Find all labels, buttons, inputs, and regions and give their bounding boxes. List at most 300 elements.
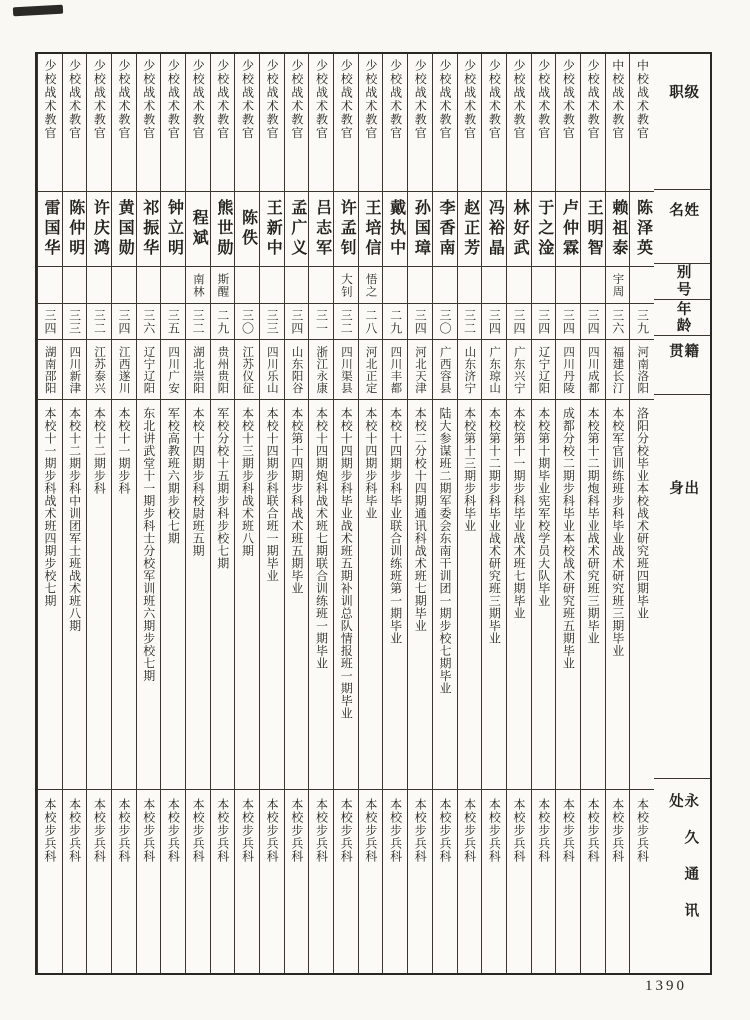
age-cell xyxy=(606,304,630,340)
name-cell xyxy=(532,192,556,267)
origin-cell xyxy=(235,400,259,790)
person-column xyxy=(481,54,506,973)
origin-cell xyxy=(359,400,383,790)
rank-cell xyxy=(161,54,185,192)
origin-text: 本校第十二期步科毕业战术研究班三期毕业 xyxy=(487,407,502,645)
alias-cell xyxy=(630,267,654,304)
age-text: 三一 xyxy=(314,308,329,335)
alias-text: 大钊 xyxy=(339,272,352,298)
rank-cell xyxy=(38,54,62,192)
rank-text: 少校战术教官 xyxy=(67,59,82,140)
age-text: 三四 xyxy=(289,308,304,335)
rank-cell xyxy=(260,54,284,192)
rank-cell xyxy=(383,54,407,192)
name-cell xyxy=(458,192,482,267)
alias-cell xyxy=(507,267,531,304)
native-cell xyxy=(507,340,531,400)
native-text: 湖南邵阳 xyxy=(43,345,56,394)
native-text: 河北天津 xyxy=(414,345,426,394)
name-cell xyxy=(260,192,284,267)
name-text: 于之淦 xyxy=(535,199,553,259)
age-text: 三二 xyxy=(92,308,107,335)
age-text: 三四 xyxy=(42,308,57,335)
address-cell xyxy=(334,790,358,973)
column-header-address xyxy=(654,779,710,973)
address-cell xyxy=(630,790,654,973)
name-text: 赖祖泰 xyxy=(609,199,627,259)
name-cell xyxy=(309,192,333,267)
age-cell xyxy=(235,304,259,340)
age-cell xyxy=(137,304,161,340)
person-column xyxy=(62,54,87,973)
name-cell xyxy=(112,192,136,267)
alias-cell xyxy=(532,267,556,304)
origin-text: 本校十四期步科联合班一期毕业 xyxy=(265,407,280,582)
origin-text: 本校十四期炮科战术班七期联合训练班一期毕业 xyxy=(314,407,329,670)
age-text: 三四 xyxy=(512,308,527,335)
native-text: 山东济宁 xyxy=(463,345,476,394)
person-column xyxy=(531,54,556,973)
origin-text: 本校第十期毕业宪军校学员大队毕业 xyxy=(536,407,551,607)
address-text: 本校步兵科 xyxy=(92,798,107,863)
name-text: 祁振华 xyxy=(140,199,158,259)
native-cell xyxy=(408,340,432,400)
origin-text: 本校十四期步科毕业联合训练班第一期毕业 xyxy=(388,407,403,645)
address-text: 本校步兵科 xyxy=(117,798,132,863)
rank-cell xyxy=(359,54,383,192)
origin-text: 本校十一期步科战术班四期步校七期 xyxy=(42,407,57,607)
origin-text: 本校十一期步科 xyxy=(117,407,132,495)
origin-cell xyxy=(581,400,605,790)
name-cell xyxy=(137,192,161,267)
name-text: 王新中 xyxy=(264,199,282,259)
origin-cell xyxy=(507,400,531,790)
age-text: 二八 xyxy=(363,308,378,335)
rank-text: 少校战术教官 xyxy=(289,59,304,140)
origin-cell xyxy=(137,400,161,790)
alias-text: 南林 xyxy=(191,272,204,298)
native-text: 四川丹陵 xyxy=(562,345,575,394)
age-text: 三六 xyxy=(610,308,625,335)
age-cell xyxy=(408,304,432,340)
name-text: 林好武 xyxy=(511,199,529,259)
name-cell xyxy=(285,192,309,267)
rank-cell xyxy=(334,54,358,192)
name-text: 程斌 xyxy=(190,209,208,249)
column-header-alias xyxy=(654,264,710,300)
person-column xyxy=(259,54,284,973)
origin-text: 本校军官训练班步科毕业战术研究班三期毕业 xyxy=(610,407,625,657)
person-column xyxy=(185,54,210,973)
age-text: 三四 xyxy=(536,308,551,335)
rank-cell xyxy=(408,54,432,192)
rank-text: 少校战术教官 xyxy=(314,59,329,140)
age-cell xyxy=(87,304,111,340)
rank-cell xyxy=(606,54,630,192)
address-cell xyxy=(137,790,161,973)
name-text: 王培信 xyxy=(362,199,380,259)
native-text: 广西容县 xyxy=(438,345,451,394)
address-text: 本校步兵科 xyxy=(265,798,280,863)
alias-cell xyxy=(433,267,457,304)
origin-text: 本校二分校十四期通讯科战术班七期毕业 xyxy=(413,407,428,632)
address-text: 本校步兵科 xyxy=(141,798,156,863)
name-text: 李香南 xyxy=(437,199,455,259)
native-cell xyxy=(581,340,605,400)
address-cell xyxy=(458,790,482,973)
age-text: 二九 xyxy=(215,308,230,335)
address-cell xyxy=(63,790,87,973)
alias-cell xyxy=(260,267,284,304)
column-header-alias-label: 别号 xyxy=(674,264,691,300)
origin-text: 陆大参谋班二期军委会东南干训团一期步校七期毕业 xyxy=(437,407,452,695)
address-text: 本校步兵科 xyxy=(610,798,625,863)
age-text: 三二 xyxy=(462,308,477,335)
rank-text: 少校战术教官 xyxy=(166,59,181,140)
native-text: 贵州贵阳 xyxy=(216,345,229,394)
origin-cell xyxy=(458,400,482,790)
origin-text: 本校十二期步科中训团军士班战术班八期 xyxy=(67,407,82,632)
column-header-origin xyxy=(654,395,710,779)
native-text: 辽宁辽阳 xyxy=(537,345,550,394)
name-cell xyxy=(334,192,358,267)
address-text: 本校步兵科 xyxy=(191,798,206,863)
native-text: 浙江永康 xyxy=(315,345,328,394)
rank-text: 中校战术教官 xyxy=(635,59,650,140)
column-header-native-label: 籍贯 xyxy=(667,342,699,372)
origin-text: 成都分校二期步科毕业本校战术研究班五期毕业 xyxy=(561,407,576,670)
address-text: 本校步兵科 xyxy=(42,798,57,863)
address-text: 本校步兵科 xyxy=(363,798,378,863)
address-text: 本校步兵科 xyxy=(512,798,527,863)
native-text: 辽宁辽阳 xyxy=(142,345,155,394)
alias-cell xyxy=(383,267,407,304)
name-text: 吕志军 xyxy=(313,199,331,259)
native-text: 四川成都 xyxy=(586,345,599,394)
native-text: 河南洛阳 xyxy=(636,345,649,394)
alias-cell xyxy=(482,267,506,304)
name-text: 钟立明 xyxy=(165,199,183,259)
rank-text: 少校战术教官 xyxy=(388,59,403,140)
person-column xyxy=(333,54,358,973)
rank-cell xyxy=(87,54,111,192)
person-column xyxy=(358,54,383,973)
alias-cell xyxy=(606,267,630,304)
address-cell xyxy=(285,790,309,973)
origin-cell xyxy=(433,400,457,790)
rank-cell xyxy=(556,54,580,192)
native-cell xyxy=(63,340,87,400)
native-cell xyxy=(235,340,259,400)
person-column xyxy=(432,54,457,973)
alias-cell xyxy=(186,267,210,304)
alias-cell xyxy=(235,267,259,304)
native-cell xyxy=(383,340,407,400)
rank-cell xyxy=(433,54,457,192)
address-cell xyxy=(87,790,111,973)
age-text: 三〇 xyxy=(437,308,452,335)
address-text: 本校步兵科 xyxy=(67,798,82,863)
age-cell xyxy=(359,304,383,340)
rank-cell xyxy=(112,54,136,192)
native-text: 山东阳谷 xyxy=(290,345,303,394)
native-cell xyxy=(260,340,284,400)
name-cell xyxy=(606,192,630,267)
origin-cell xyxy=(161,400,185,790)
rank-text: 少校战术教官 xyxy=(117,59,132,140)
origin-cell xyxy=(482,400,506,790)
alias-cell xyxy=(38,267,62,304)
age-cell xyxy=(309,304,333,340)
alias-cell xyxy=(161,267,185,304)
origin-text: 军校分校十五期步科步校七期 xyxy=(215,407,230,570)
name-text: 黄国勋 xyxy=(116,199,134,259)
address-text: 本校步兵科 xyxy=(388,798,403,863)
name-cell xyxy=(87,192,111,267)
address-text: 本校步兵科 xyxy=(536,798,551,863)
origin-text: 本校第十二期炮科毕业战术研究班三期毕业 xyxy=(586,407,601,645)
address-cell xyxy=(260,790,284,973)
rank-cell xyxy=(285,54,309,192)
origin-cell xyxy=(334,400,358,790)
column-header-age-label: 年龄 xyxy=(674,301,691,335)
age-cell xyxy=(458,304,482,340)
native-cell xyxy=(186,340,210,400)
origin-text: 本校十四期步科校尉班五期 xyxy=(191,407,206,557)
scan-artifact xyxy=(13,5,63,17)
native-cell xyxy=(137,340,161,400)
origin-cell xyxy=(606,400,630,790)
age-cell xyxy=(581,304,605,340)
alias-cell xyxy=(137,267,161,304)
name-text: 孙国璋 xyxy=(412,199,430,259)
address-cell xyxy=(581,790,605,973)
origin-text: 本校第十三期步科毕业 xyxy=(462,407,477,532)
address-text: 本校步兵科 xyxy=(462,798,477,863)
age-cell xyxy=(285,304,309,340)
origin-cell xyxy=(532,400,556,790)
age-cell xyxy=(63,304,87,340)
name-text: 许庆鸿 xyxy=(91,199,109,259)
native-text: 福建长汀 xyxy=(611,345,624,394)
origin-cell xyxy=(186,400,210,790)
age-text: 三四 xyxy=(413,308,428,335)
rank-text: 少校战术教官 xyxy=(215,59,230,140)
rank-text: 少校战术教官 xyxy=(141,59,156,140)
native-cell xyxy=(606,340,630,400)
rank-cell xyxy=(581,54,605,192)
native-text: 江苏泰兴 xyxy=(93,345,106,394)
column-header-origin-label: 出身 xyxy=(667,480,699,655)
address-text: 本校步兵科 xyxy=(339,798,354,863)
rank-text: 少校战术教官 xyxy=(191,59,206,140)
age-text: 三二 xyxy=(191,308,206,335)
native-text: 四川乐山 xyxy=(265,345,278,394)
name-cell xyxy=(408,192,432,267)
origin-cell xyxy=(211,400,235,790)
native-text: 江苏仪征 xyxy=(241,345,254,394)
age-cell xyxy=(507,304,531,340)
native-cell xyxy=(433,340,457,400)
person-column xyxy=(234,54,259,973)
address-cell xyxy=(186,790,210,973)
page-number: 1390 xyxy=(645,978,687,994)
person-column xyxy=(136,54,161,973)
alias-cell xyxy=(285,267,309,304)
name-text: 戴执中 xyxy=(387,199,405,259)
origin-cell xyxy=(112,400,136,790)
rank-text: 少校战术教官 xyxy=(92,59,107,140)
address-cell xyxy=(433,790,457,973)
alias-text: 斯醒 xyxy=(216,272,229,298)
native-cell xyxy=(161,340,185,400)
name-cell xyxy=(161,192,185,267)
rank-text: 少校战术教官 xyxy=(240,59,255,140)
address-cell xyxy=(408,790,432,973)
name-text: 陈佚 xyxy=(239,209,257,249)
native-cell xyxy=(211,340,235,400)
rank-text: 少校战术教官 xyxy=(437,59,452,140)
native-cell xyxy=(359,340,383,400)
address-cell xyxy=(507,790,531,973)
age-text: 三〇 xyxy=(240,308,255,335)
age-cell xyxy=(334,304,358,340)
native-cell xyxy=(309,340,333,400)
name-cell xyxy=(556,192,580,267)
name-cell xyxy=(630,192,654,267)
name-text: 陈仲明 xyxy=(66,199,84,259)
name-text: 许孟钊 xyxy=(338,199,356,259)
address-text: 本校步兵科 xyxy=(586,798,601,863)
alias-cell xyxy=(63,267,87,304)
rank-text: 少校战术教官 xyxy=(462,59,477,140)
native-cell xyxy=(556,340,580,400)
address-text: 本校步兵科 xyxy=(413,798,428,863)
origin-cell xyxy=(630,400,654,790)
alias-text: 宇周 xyxy=(611,272,624,298)
person-column xyxy=(308,54,333,973)
column-header-name-label: 姓名 xyxy=(667,202,699,239)
age-cell xyxy=(112,304,136,340)
age-text: 三三 xyxy=(67,308,82,335)
native-text: 广东兴宁 xyxy=(512,345,525,394)
age-cell xyxy=(532,304,556,340)
origin-cell xyxy=(285,400,309,790)
name-text: 雷国华 xyxy=(42,199,60,259)
origin-cell xyxy=(408,400,432,790)
age-text: 三九 xyxy=(635,308,650,335)
rank-text: 少校战术教官 xyxy=(586,59,601,140)
alias-cell xyxy=(458,267,482,304)
address-cell xyxy=(112,790,136,973)
person-column xyxy=(407,54,432,973)
rank-cell xyxy=(482,54,506,192)
person-column xyxy=(284,54,309,973)
person-column xyxy=(506,54,531,973)
native-text: 四川丰都 xyxy=(389,345,402,394)
address-cell xyxy=(309,790,333,973)
origin-cell xyxy=(383,400,407,790)
age-cell xyxy=(433,304,457,340)
address-cell xyxy=(383,790,407,973)
origin-text: 洛阳分校毕业本校战术研究班四期毕业 xyxy=(635,407,650,620)
person-column xyxy=(210,54,235,973)
name-cell xyxy=(383,192,407,267)
rank-cell xyxy=(186,54,210,192)
rank-text: 少校战术教官 xyxy=(363,59,378,140)
address-cell xyxy=(359,790,383,973)
person-column xyxy=(37,54,62,973)
native-text: 广东琼山 xyxy=(488,345,501,394)
rank-text: 少校战术教官 xyxy=(536,59,551,140)
name-text: 熊世勋 xyxy=(214,199,232,259)
native-cell xyxy=(458,340,482,400)
alias-cell xyxy=(359,267,383,304)
alias-text: 悟之 xyxy=(364,272,377,298)
rank-text: 少校战术教官 xyxy=(561,59,576,140)
name-text: 冯裕晶 xyxy=(486,199,504,259)
column-header-address-label: 永久通讯处 xyxy=(667,793,699,940)
native-text: 四川新津 xyxy=(68,345,81,394)
origin-text: 本校十二期步科 xyxy=(92,407,107,495)
rank-text: 少校战术教官 xyxy=(265,59,280,140)
person-column xyxy=(382,54,407,973)
address-text: 本校步兵科 xyxy=(240,798,255,863)
name-cell xyxy=(359,192,383,267)
origin-cell xyxy=(38,400,62,790)
address-cell xyxy=(532,790,556,973)
age-text: 三三 xyxy=(265,308,280,335)
address-cell xyxy=(482,790,506,973)
age-cell xyxy=(211,304,235,340)
column-header-name xyxy=(654,190,710,264)
address-text: 本校步兵科 xyxy=(635,798,650,863)
person-column xyxy=(629,54,654,973)
person-column xyxy=(160,54,185,973)
rank-cell xyxy=(235,54,259,192)
native-cell xyxy=(532,340,556,400)
alias-cell xyxy=(556,267,580,304)
age-cell xyxy=(556,304,580,340)
address-cell xyxy=(235,790,259,973)
rank-text: 少校战术教官 xyxy=(512,59,527,140)
name-cell xyxy=(482,192,506,267)
header-column xyxy=(654,54,710,973)
address-cell xyxy=(606,790,630,973)
person-column xyxy=(605,54,630,973)
alias-cell xyxy=(309,267,333,304)
native-text: 湖北崇阳 xyxy=(191,345,204,394)
name-cell xyxy=(186,192,210,267)
person-column xyxy=(580,54,605,973)
native-text: 四川广安 xyxy=(167,345,180,394)
column-header-native xyxy=(654,336,710,395)
age-cell xyxy=(482,304,506,340)
age-text: 三四 xyxy=(487,308,502,335)
native-cell xyxy=(285,340,309,400)
age-cell xyxy=(161,304,185,340)
rank-cell xyxy=(507,54,531,192)
alias-cell xyxy=(87,267,111,304)
origin-text: 本校十四期步科毕业战术班五期补训总队情报班一期毕业 xyxy=(339,407,354,720)
rank-cell xyxy=(137,54,161,192)
alias-cell xyxy=(112,267,136,304)
name-text: 王明智 xyxy=(585,199,603,259)
address-cell xyxy=(211,790,235,973)
native-cell xyxy=(482,340,506,400)
address-text: 本校步兵科 xyxy=(166,798,181,863)
alias-cell xyxy=(334,267,358,304)
